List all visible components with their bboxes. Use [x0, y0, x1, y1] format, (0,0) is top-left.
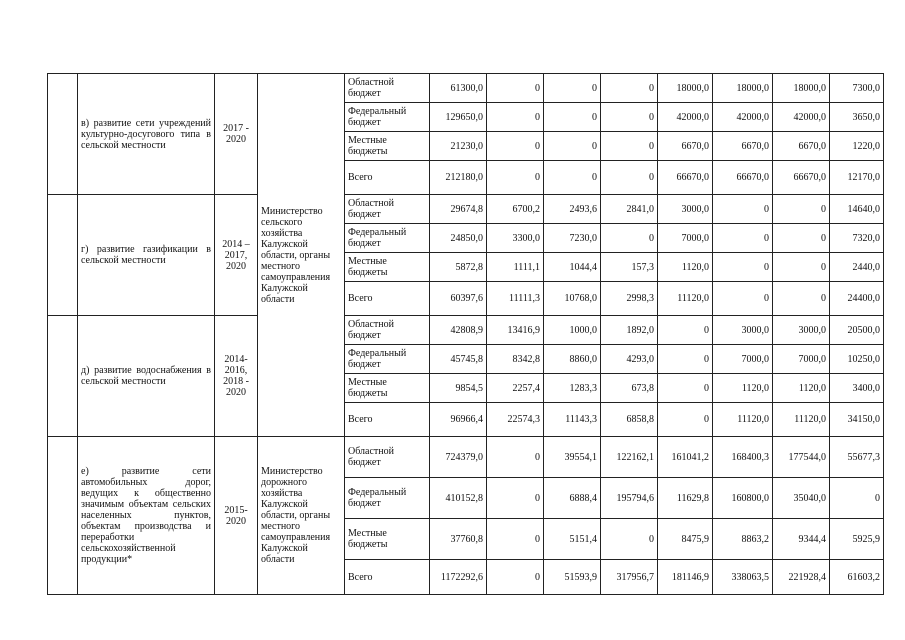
amount-cell: 42808,9: [430, 316, 487, 345]
amount-cell: 0: [487, 132, 544, 161]
period-cell: 2014 – 2017, 2020: [215, 195, 258, 316]
amount-cell: 7000,0: [658, 224, 713, 253]
amount-cell: 5925,9: [830, 519, 884, 560]
amount-cell: 0: [601, 224, 658, 253]
amount-cell: 11143,3: [544, 403, 601, 437]
amount-cell: 10768,0: [544, 282, 601, 316]
amount-cell: 4293,0: [601, 345, 658, 374]
funding-source-cell: Федеральный бюджет: [345, 345, 430, 374]
amount-cell: 0: [487, 437, 544, 478]
amount-cell: 3650,0: [830, 103, 884, 132]
amount-cell: 3300,0: [487, 224, 544, 253]
amount-cell: 161041,2: [658, 437, 713, 478]
amount-cell: 61603,2: [830, 560, 884, 595]
amount-cell: 2440,0: [830, 253, 884, 282]
amount-cell: 1120,0: [773, 374, 830, 403]
amount-cell: 0: [658, 316, 713, 345]
amount-cell: 8863,2: [713, 519, 773, 560]
amount-cell: 6888,4: [544, 478, 601, 519]
table-row: [48, 437, 884, 478]
amount-cell: 317956,7: [601, 560, 658, 595]
amount-cell: 212180,0: [430, 161, 487, 195]
funding-source-cell: Областной бюджет: [345, 195, 430, 224]
amount-cell: 14640,0: [830, 195, 884, 224]
amount-cell: 1000,0: [544, 316, 601, 345]
amount-cell: 0: [601, 103, 658, 132]
amount-cell: 29674,8: [430, 195, 487, 224]
executor-cell: Министерство дорожного хозяйства Калужской области, органы местного самоуправления Калужской области: [258, 437, 345, 595]
amount-cell: 1111,1: [487, 253, 544, 282]
amount-cell: 66670,0: [658, 161, 713, 195]
amount-cell: 0: [773, 195, 830, 224]
amount-cell: 6700,2: [487, 195, 544, 224]
measure-cell: в) развитие сети учреждений культурно-досугового типа в сельской местности: [78, 74, 215, 195]
amount-cell: 21230,0: [430, 132, 487, 161]
amount-cell: 24400,0: [830, 282, 884, 316]
amount-cell: 12170,0: [830, 161, 884, 195]
amount-cell: 11120,0: [658, 282, 713, 316]
amount-cell: 0: [544, 132, 601, 161]
amount-cell: 66670,0: [773, 161, 830, 195]
amount-cell: 9854,5: [430, 374, 487, 403]
amount-cell: 7000,0: [773, 345, 830, 374]
amount-cell: 3000,0: [713, 316, 773, 345]
amount-cell: 1220,0: [830, 132, 884, 161]
amount-cell: 0: [773, 224, 830, 253]
amount-cell: 0: [601, 519, 658, 560]
amount-cell: 157,3: [601, 253, 658, 282]
amount-cell: 60397,6: [430, 282, 487, 316]
amount-cell: 11629,8: [658, 478, 713, 519]
amount-cell: 6670,0: [658, 132, 713, 161]
funding-source-cell: Всего: [345, 560, 430, 595]
amount-cell: 11111,3: [487, 282, 544, 316]
amount-cell: 18000,0: [658, 74, 713, 103]
amount-cell: 24850,0: [430, 224, 487, 253]
amount-cell: 6670,0: [773, 132, 830, 161]
funding-source-cell: Местные бюджеты: [345, 519, 430, 560]
amount-cell: 0: [658, 345, 713, 374]
amount-cell: 1120,0: [658, 253, 713, 282]
amount-cell: 0: [544, 161, 601, 195]
number-cell: [48, 195, 78, 316]
amount-cell: 8860,0: [544, 345, 601, 374]
amount-cell: 195794,6: [601, 478, 658, 519]
amount-cell: 7320,0: [830, 224, 884, 253]
period-cell: 2015- 2020: [215, 437, 258, 595]
funding-table: [47, 73, 884, 595]
table-row: [48, 195, 884, 224]
amount-cell: 0: [713, 282, 773, 316]
measure-cell: г) развитие газификации в сельской местности: [78, 195, 215, 316]
amount-cell: 0: [487, 74, 544, 103]
number-cell: [48, 316, 78, 437]
amount-cell: 1044,4: [544, 253, 601, 282]
amount-cell: 2493,6: [544, 195, 601, 224]
funding-source-cell: Областной бюджет: [345, 74, 430, 103]
amount-cell: 7230,0: [544, 224, 601, 253]
amount-cell: 42000,0: [658, 103, 713, 132]
amount-cell: 129650,0: [430, 103, 487, 132]
amount-cell: 0: [658, 374, 713, 403]
amount-cell: 39554,1: [544, 437, 601, 478]
funding-source-cell: Всего: [345, 403, 430, 437]
amount-cell: 20500,0: [830, 316, 884, 345]
amount-cell: 8475,9: [658, 519, 713, 560]
amount-cell: 0: [544, 103, 601, 132]
amount-cell: 724379,0: [430, 437, 487, 478]
amount-cell: 221928,4: [773, 560, 830, 595]
amount-cell: 181146,9: [658, 560, 713, 595]
amount-cell: 18000,0: [773, 74, 830, 103]
funding-source-cell: Областной бюджет: [345, 316, 430, 345]
amount-cell: 0: [487, 478, 544, 519]
amount-cell: 9344,4: [773, 519, 830, 560]
funding-source-cell: Федеральный бюджет: [345, 478, 430, 519]
amount-cell: 42000,0: [713, 103, 773, 132]
table-body: [48, 74, 884, 595]
amount-cell: 6670,0: [713, 132, 773, 161]
amount-cell: 13416,9: [487, 316, 544, 345]
table-row: [48, 316, 884, 345]
amount-cell: 5151,4: [544, 519, 601, 560]
number-cell: [48, 74, 78, 195]
amount-cell: 22574,3: [487, 403, 544, 437]
amount-cell: 122162,1: [601, 437, 658, 478]
period-cell: 2017 - 2020: [215, 74, 258, 195]
amount-cell: 0: [544, 74, 601, 103]
amount-cell: 10250,0: [830, 345, 884, 374]
amount-cell: 1283,3: [544, 374, 601, 403]
amount-cell: 2257,4: [487, 374, 544, 403]
amount-cell: 177544,0: [773, 437, 830, 478]
amount-cell: 5872,8: [430, 253, 487, 282]
amount-cell: 0: [487, 560, 544, 595]
amount-cell: 0: [487, 519, 544, 560]
amount-cell: 45745,8: [430, 345, 487, 374]
measure-cell: д) развитие водоснабжения в сельской местности: [78, 316, 215, 437]
amount-cell: 0: [601, 161, 658, 195]
amount-cell: 1120,0: [713, 374, 773, 403]
amount-cell: 66670,0: [713, 161, 773, 195]
amount-cell: 61300,0: [430, 74, 487, 103]
amount-cell: 96966,4: [430, 403, 487, 437]
amount-cell: 1172292,6: [430, 560, 487, 595]
funding-source-cell: Местные бюджеты: [345, 132, 430, 161]
amount-cell: 35040,0: [773, 478, 830, 519]
amount-cell: 168400,3: [713, 437, 773, 478]
funding-source-cell: Местные бюджеты: [345, 374, 430, 403]
amount-cell: 160800,0: [713, 478, 773, 519]
amount-cell: 0: [601, 74, 658, 103]
measure-cell: е) развитие сети автомобильных дорог, ведущих к общественно значимым объектам сельских населенных пунктов, объектам производства и переработки сельскохозяйственной продукции*: [78, 437, 215, 595]
executor-cell: Министерство сельского хозяйства Калужской области, органы местного самоуправления Калужской области: [258, 74, 345, 437]
amount-cell: 2998,3: [601, 282, 658, 316]
amount-cell: 3400,0: [830, 374, 884, 403]
amount-cell: 2841,0: [601, 195, 658, 224]
amount-cell: 338063,5: [713, 560, 773, 595]
amount-cell: 0: [713, 224, 773, 253]
amount-cell: 11120,0: [773, 403, 830, 437]
amount-cell: 0: [773, 253, 830, 282]
amount-cell: 0: [713, 195, 773, 224]
amount-cell: 34150,0: [830, 403, 884, 437]
amount-cell: 3000,0: [658, 195, 713, 224]
amount-cell: 7300,0: [830, 74, 884, 103]
amount-cell: 0: [658, 403, 713, 437]
amount-cell: 0: [713, 253, 773, 282]
number-cell: [48, 437, 78, 595]
funding-source-cell: Местные бюджеты: [345, 253, 430, 282]
amount-cell: 51593,9: [544, 560, 601, 595]
funding-source-cell: Всего: [345, 161, 430, 195]
amount-cell: 6858,8: [601, 403, 658, 437]
amount-cell: 673,8: [601, 374, 658, 403]
funding-source-cell: Федеральный бюджет: [345, 224, 430, 253]
amount-cell: 410152,8: [430, 478, 487, 519]
funding-source-cell: Федеральный бюджет: [345, 103, 430, 132]
amount-cell: 0: [830, 478, 884, 519]
table-row: [48, 74, 884, 103]
period-cell: 2014- 2016, 2018 - 2020: [215, 316, 258, 437]
amount-cell: 3000,0: [773, 316, 830, 345]
amount-cell: 42000,0: [773, 103, 830, 132]
amount-cell: 55677,3: [830, 437, 884, 478]
amount-cell: 0: [487, 103, 544, 132]
amount-cell: 8342,8: [487, 345, 544, 374]
amount-cell: 0: [773, 282, 830, 316]
amount-cell: 7000,0: [713, 345, 773, 374]
amount-cell: 0: [601, 132, 658, 161]
amount-cell: 37760,8: [430, 519, 487, 560]
amount-cell: 0: [487, 161, 544, 195]
amount-cell: 11120,0: [713, 403, 773, 437]
amount-cell: 18000,0: [713, 74, 773, 103]
amount-cell: 1892,0: [601, 316, 658, 345]
funding-source-cell: Всего: [345, 282, 430, 316]
funding-source-cell: Областной бюджет: [345, 437, 430, 478]
